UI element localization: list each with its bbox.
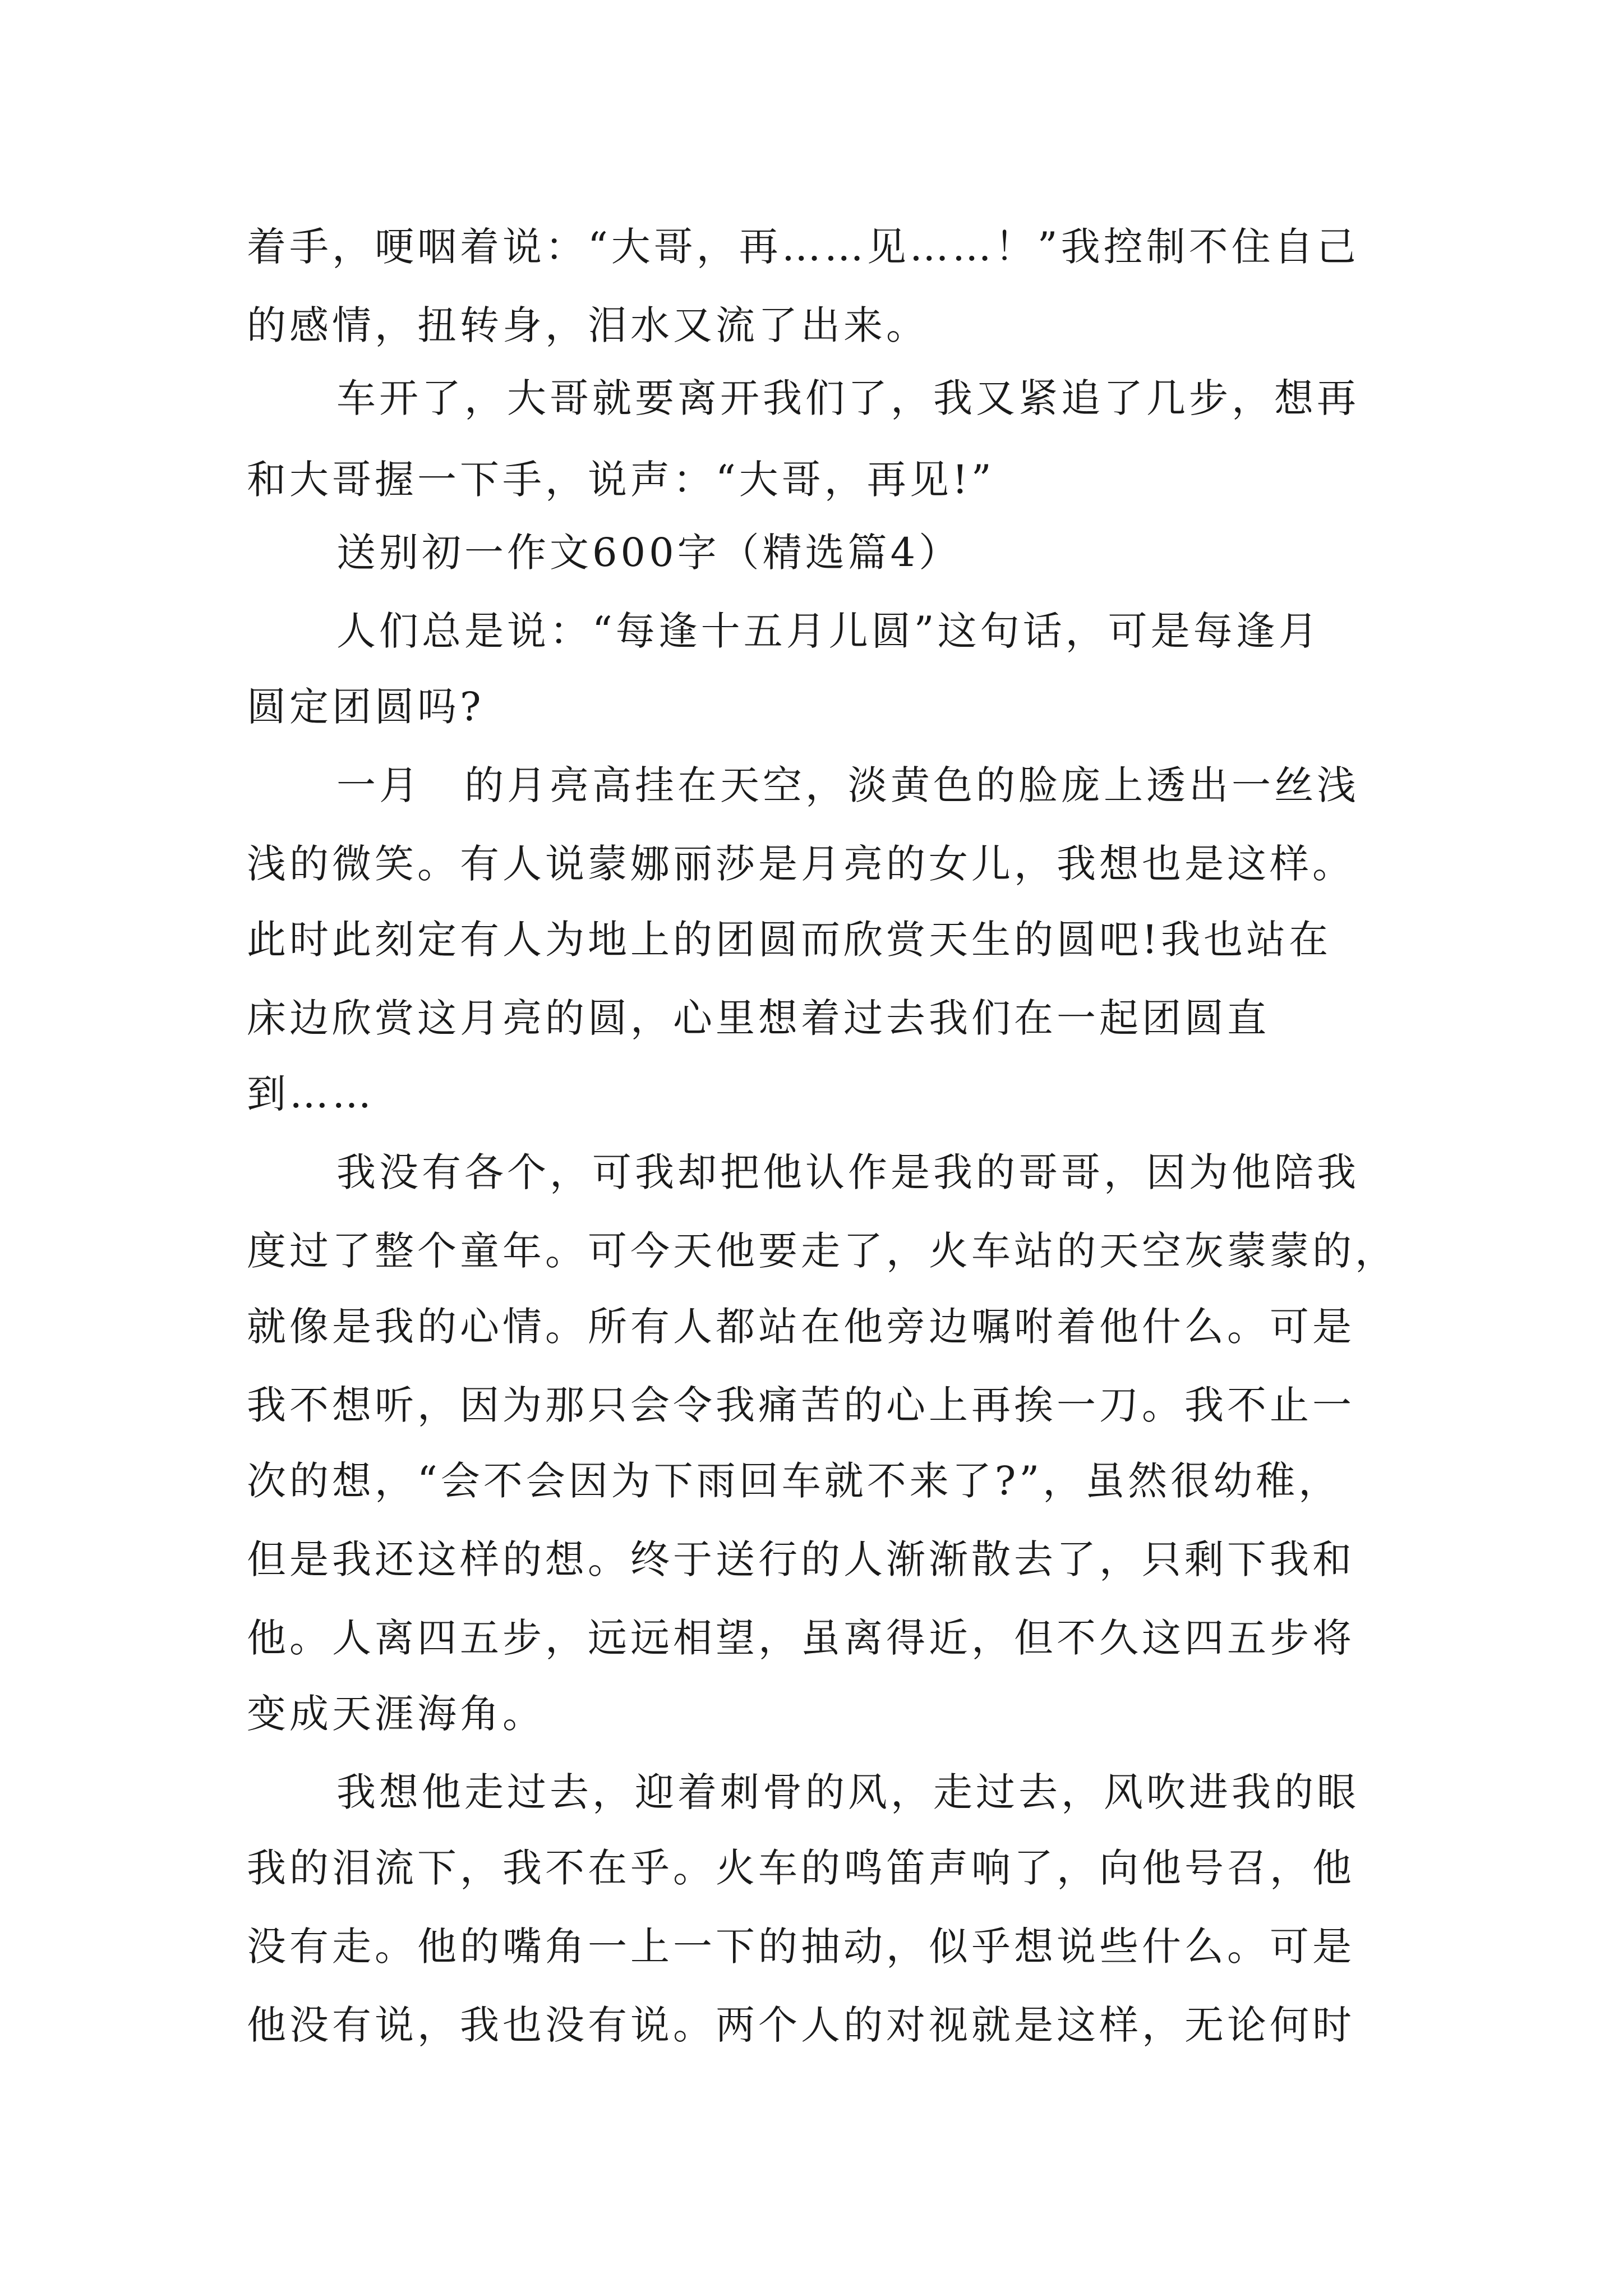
text-line: 变成天涯海角。 — [247, 1691, 545, 1737]
text-line: 他没有说，我也没有说。两个人的对视就是这样，无论何时 — [247, 2002, 1355, 2048]
text-line: 床边欣赏这月亮的圆，心里想着过去我们在一起团圆直 — [247, 995, 1270, 1041]
text-line: 度过了整个童年。可今天他要走了，火车站的天空灰蒙蒙的， — [247, 1228, 1398, 1274]
text-line: 车开了，大哥就要离开我们了，我又紧追了几步，想再 — [336, 375, 1359, 421]
text-line: 但是我还这样的想。终于送行的人渐渐散去了，只剩下我和 — [247, 1536, 1355, 1582]
text-line: 他。人离四五步，远远相望，虽离得近，但不久这四五步将 — [247, 1615, 1355, 1661]
text-line: 一月 的月亮高挂在天空，淡黄色的脸庞上透出一丝浅 — [336, 762, 1359, 808]
text-line: 就像是我的心情。所有人都站在他旁边嘱咐着他什么。可是 — [247, 1304, 1355, 1350]
text-line: 次的想，“会不会因为下雨回车就不来了?”，虽然很幼稚， — [247, 1458, 1341, 1504]
text-line: 到…… — [247, 1071, 375, 1117]
text-line: 我不想听，因为那只会令我痛苦的心上再挨一刀。我不止一 — [247, 1382, 1355, 1428]
text-line: 和大哥握一下手，说声：“大哥，再见!” — [247, 457, 995, 503]
text-line: 我想他走过去，迎着刺骨的风，走过去，风吹进我的眼 — [336, 1769, 1359, 1815]
text-line: 浅的微笑。有人说蒙娜丽莎是月亮的女儿，我想也是这样。 — [247, 841, 1355, 887]
text-line: 我没有各个，可我却把他认作是我的哥哥，因为他陪我 — [336, 1149, 1359, 1195]
text-line: 的感情，扭转身，泪水又流了出来。 — [247, 302, 929, 348]
text-line: 着手，哽咽着说：“大哥，再……见……！”我控制不住自己 — [247, 224, 1359, 270]
section-heading: 送别初一作文600字（精选篇4） — [336, 530, 962, 576]
text-line: 圆定团圆吗? — [247, 684, 485, 730]
text-line: 此时此刻定有人为地上的团圆而欣赏天生的圆吧!我也站在 — [247, 917, 1332, 963]
text-line: 没有走。他的嘴角一上一下的抽动，似乎想说些什么。可是 — [247, 1924, 1355, 1970]
text-line: 人们总是说：“每逢十五月儿圆”这句话，可是每逢月 — [336, 608, 1321, 654]
text-line: 我的泪流下，我不在乎。火车的鸣笛声响了，向他号召，他 — [247, 1845, 1355, 1891]
